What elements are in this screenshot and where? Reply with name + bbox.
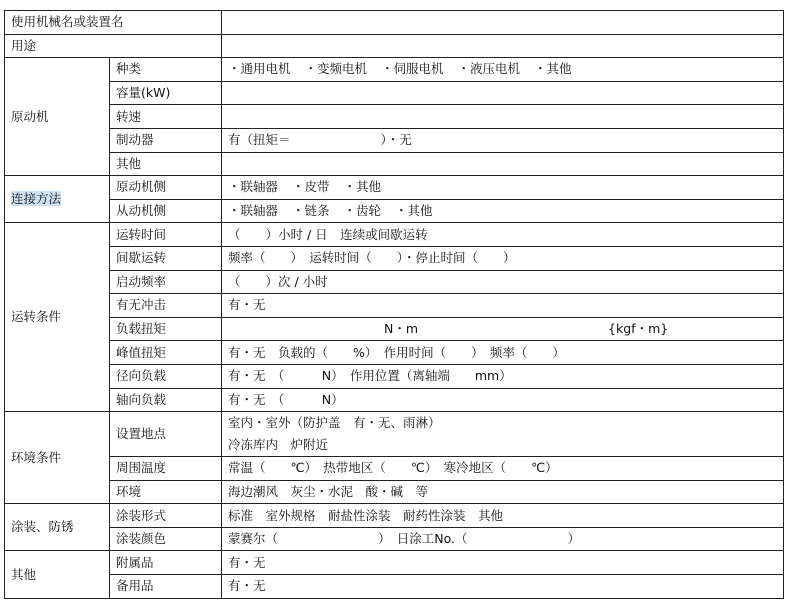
intermittent-label: 间歇运转: [110, 246, 222, 270]
spare-label: 备用品: [110, 575, 222, 599]
usage-label: 用途: [5, 34, 222, 58]
env-label: 环境: [110, 480, 222, 504]
speed-label: 转速: [110, 105, 222, 129]
location-line-1: 室内・室外（防护盖 有・无、雨淋）: [228, 415, 441, 431]
type-option[interactable]: ・变频电机: [304, 61, 368, 77]
brake-text-b: ）・无: [380, 132, 412, 148]
load-torque-label: 负载扭矩: [110, 317, 222, 341]
table-row: [5, 199, 784, 223]
machine-name-label: 使用机械名或装置名: [5, 11, 222, 35]
table-row: [5, 412, 784, 457]
table-row: [5, 11, 784, 35]
driven-side-options[interactable]: [222, 199, 784, 223]
table-row: [5, 270, 784, 294]
load-torque-field[interactable]: [222, 317, 784, 341]
table-row: [5, 34, 784, 58]
section-prime-mover: 原动机: [5, 58, 110, 176]
type-option[interactable]: ・其他: [534, 61, 572, 77]
table-row: [5, 58, 784, 82]
table-row: [5, 457, 784, 481]
other-label: 其他: [110, 152, 222, 176]
coating-color-field[interactable]: [222, 527, 784, 551]
other-field[interactable]: [222, 152, 784, 176]
section-environment: 环境条件: [5, 412, 110, 504]
table-row: [5, 105, 784, 129]
run-time-field[interactable]: （ ）小时 / 日 连续或间歇运转: [222, 223, 784, 247]
driven-option[interactable]: ・其他: [395, 203, 433, 219]
driven-option[interactable]: ・齿轮: [343, 203, 382, 219]
peak-torque-field[interactable]: 有・无 负载的（ %） 作用时间（ ） 频率（ ）: [222, 341, 784, 365]
spare-field[interactable]: 有・无: [222, 575, 784, 599]
table-row: [5, 317, 784, 341]
intermittent-field[interactable]: 频率（ ） 运转时间（ ）・停止时间（ ）: [222, 246, 784, 270]
coating-spec-label: 涂装形式: [110, 504, 222, 528]
start-freq-label: 启动频率: [110, 270, 222, 294]
table-row: [5, 388, 784, 412]
axial-label: 轴向负载: [110, 388, 222, 412]
torque-unit-kgf: {kgf・m}: [608, 321, 669, 337]
table-row: [5, 176, 784, 200]
torque-unit-nm: N・m: [384, 321, 419, 337]
usage-field[interactable]: [222, 34, 784, 58]
driven-side-label: 从动机侧: [110, 199, 222, 223]
driver-option[interactable]: ・其他: [343, 179, 382, 195]
driver-option[interactable]: ・皮带: [292, 179, 330, 195]
shock-label: 有无冲击: [110, 294, 222, 318]
capacity-label: 容量(kW): [110, 81, 222, 105]
start-freq-field[interactable]: （ ）次 / 小时: [222, 270, 784, 294]
color-text-c: ）: [567, 531, 581, 547]
brake-text-a: 有（扭矩＝: [228, 132, 291, 148]
axial-field[interactable]: 有・无 （ N）: [222, 388, 784, 412]
section-operating: 运转条件: [5, 223, 110, 412]
type-label: 种类: [110, 58, 222, 82]
table-row: [5, 575, 784, 599]
table-row: [5, 364, 784, 388]
table-row: [5, 504, 784, 528]
coating-spec-field[interactable]: 标准 室外规格 耐盐性涂装 耐药性涂装 其他: [222, 504, 784, 528]
section-coating: 涂装、防锈: [5, 504, 110, 551]
spec-form: [4, 10, 783, 599]
type-options[interactable]: [222, 58, 784, 82]
color-text-a: 蒙赛尔（: [228, 531, 279, 547]
table-row: [5, 81, 784, 105]
table-row: [5, 128, 784, 152]
type-option[interactable]: ・通用电机: [228, 61, 291, 77]
location-line-2: 冷冻库内 炉附近: [228, 437, 329, 453]
temp-label: 周围温度: [110, 457, 222, 481]
driven-option[interactable]: ・联轴器: [228, 203, 279, 219]
spec-table: [4, 10, 784, 599]
coating-color-label: 涂装颜色: [110, 527, 222, 551]
type-option[interactable]: ・液压电机: [457, 61, 521, 77]
connection-title: 连接方法: [11, 191, 62, 207]
brake-field[interactable]: [222, 128, 784, 152]
accessory-field[interactable]: 有・无: [222, 551, 784, 575]
table-row: [5, 246, 784, 270]
run-time-label: 运转时间: [110, 223, 222, 247]
radial-field[interactable]: 有・无 （ N） 作用位置（离轴端 mm）: [222, 364, 784, 388]
table-row: [5, 294, 784, 318]
machine-name-field[interactable]: [222, 11, 784, 35]
brake-label: 制动器: [110, 128, 222, 152]
color-text-b: ） 日涂工No.（: [378, 531, 468, 547]
env-field[interactable]: 海边潮风 灰尘・水泥 酸・碱 等: [222, 480, 784, 504]
table-row: [5, 527, 784, 551]
table-row: [5, 480, 784, 504]
section-connection: [5, 176, 110, 223]
table-row: [5, 341, 784, 365]
driven-option[interactable]: ・链条: [292, 203, 330, 219]
section-other: 其他: [5, 551, 110, 598]
peak-torque-label: 峰值扭矩: [110, 341, 222, 365]
accessory-label: 附属品: [110, 551, 222, 575]
table-row: [5, 551, 784, 575]
table-row: [5, 152, 784, 176]
location-field[interactable]: [222, 412, 784, 457]
driver-option[interactable]: ・联轴器: [228, 179, 279, 195]
location-label: 设置地点: [110, 412, 222, 457]
table-row: [5, 223, 784, 247]
temp-field[interactable]: 常温（ ℃） 热带地区（ ℃） 寒冷地区（ ℃）: [222, 457, 784, 481]
radial-label: 径向负载: [110, 364, 222, 388]
driver-side-options[interactable]: [222, 176, 784, 200]
type-option[interactable]: ・伺服电机: [381, 61, 444, 77]
shock-field[interactable]: 有・无: [222, 294, 784, 318]
capacity-field[interactable]: [222, 81, 784, 105]
speed-field[interactable]: [222, 105, 784, 129]
driver-side-label: 原动机侧: [110, 176, 222, 200]
